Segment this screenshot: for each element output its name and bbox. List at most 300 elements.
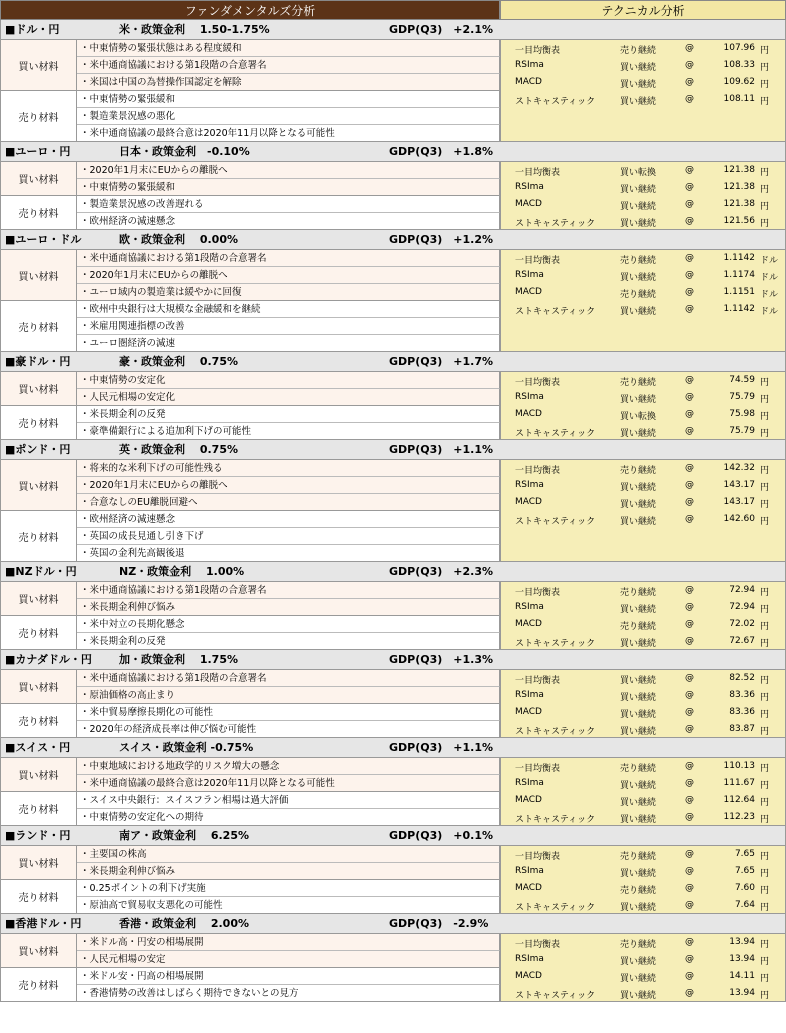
indicator-signal: 買い継続 bbox=[620, 605, 657, 615]
indicator-row bbox=[501, 758, 785, 775]
price-unit: 円 bbox=[760, 974, 770, 984]
indicator-row bbox=[501, 934, 785, 951]
indicator-price: 121.38 bbox=[723, 199, 755, 209]
technical-block bbox=[500, 582, 786, 650]
indicator-row bbox=[501, 809, 785, 826]
policy-rate-label: 豪・政策金利 0.75% bbox=[119, 355, 238, 368]
at-sign: @ bbox=[685, 392, 694, 402]
indicator-row bbox=[501, 775, 785, 792]
indicator-row bbox=[501, 162, 785, 179]
sell-materials-item: ・米雇用関連指標の改善 bbox=[77, 318, 500, 335]
indicator-row bbox=[501, 985, 785, 1002]
indicator-name: ストキャスティック bbox=[515, 219, 596, 229]
indicator-signal: 買い継続 bbox=[620, 63, 657, 73]
section-title-row bbox=[0, 230, 786, 250]
price-unit: 円 bbox=[760, 639, 770, 649]
indicator-price: 111.67 bbox=[723, 778, 755, 788]
price-unit: 円 bbox=[760, 605, 770, 615]
indicator-name: 一目均衡表 bbox=[515, 466, 561, 476]
indicator-name: RSIma bbox=[515, 182, 544, 192]
technical-block bbox=[500, 460, 786, 562]
indicator-signal: 売り継続 bbox=[620, 378, 657, 388]
indicator-signal: 買い継続 bbox=[620, 219, 657, 229]
sell-materials-item: ・欧州経済の減速懸念 bbox=[77, 213, 500, 230]
price-unit: 円 bbox=[760, 676, 770, 686]
gdp-label: GDP(Q3) +1.8% bbox=[389, 145, 494, 158]
currency-pair-label: ■豪ドル・円 bbox=[5, 355, 71, 368]
buy-materials-item: ・主要国の株高 bbox=[77, 846, 500, 863]
buy-materials-item: ・中東情勢の緊張緩和 bbox=[77, 179, 500, 196]
indicator-name: MACD bbox=[515, 619, 542, 629]
indicator-row bbox=[501, 267, 785, 284]
buy-materials-item: ・将来的な米利下げの可能性残る bbox=[77, 460, 500, 477]
indicator-price: 7.64 bbox=[734, 900, 755, 910]
indicator-signal: 買い継続 bbox=[620, 307, 657, 317]
indicator-signal: 売り継続 bbox=[620, 290, 657, 300]
at-sign: @ bbox=[685, 497, 694, 507]
indicator-signal: 買い継続 bbox=[620, 517, 657, 527]
indicator-row bbox=[501, 406, 785, 423]
at-sign: @ bbox=[685, 812, 694, 822]
buy-materials-item: ・中東情勢の安定化 bbox=[77, 372, 500, 389]
buy-materials-group bbox=[0, 582, 500, 616]
currency-section bbox=[0, 562, 786, 650]
buy-materials-label: 買い材料 bbox=[1, 250, 77, 300]
sell-materials-group bbox=[0, 511, 500, 562]
indicator-signal: 買い継続 bbox=[620, 483, 657, 493]
indicator-row bbox=[501, 633, 785, 650]
sell-materials-group bbox=[0, 616, 500, 650]
section-title-row bbox=[0, 562, 786, 582]
buy-materials-label: 買い材料 bbox=[1, 162, 77, 195]
sell-materials-label: 売り材料 bbox=[1, 91, 77, 141]
sell-materials-item: ・ユーロ圏経済の減速 bbox=[77, 335, 500, 352]
fundamentals-block bbox=[0, 372, 500, 440]
at-sign: @ bbox=[685, 287, 694, 297]
sell-materials-item: ・スイス中央銀行：スイスフラン相場は過大評価 bbox=[77, 792, 500, 809]
indicator-price: 1.1142 bbox=[723, 253, 755, 263]
indicator-price: 13.94 bbox=[729, 937, 755, 947]
indicator-price: 75.79 bbox=[729, 426, 755, 436]
at-sign: @ bbox=[685, 971, 694, 981]
sell-materials-group bbox=[0, 792, 500, 826]
at-sign: @ bbox=[685, 94, 694, 104]
at-sign: @ bbox=[685, 954, 694, 964]
indicator-price: 143.17 bbox=[723, 497, 755, 507]
policy-rate-label: 英・政策金利 0.75% bbox=[119, 443, 238, 456]
buy-materials-group bbox=[0, 460, 500, 511]
indicator-name: ストキャスティック bbox=[515, 97, 596, 107]
price-unit: 円 bbox=[760, 466, 770, 476]
buy-materials-item: ・米ドル高・円安の相場展開 bbox=[77, 934, 500, 951]
sell-materials-label: 売り材料 bbox=[1, 704, 77, 737]
gdp-label: GDP(Q3) +1.1% bbox=[389, 443, 494, 456]
at-sign: @ bbox=[685, 761, 694, 771]
sell-materials-item: ・中東情勢の安定化への期待 bbox=[77, 809, 500, 826]
indicator-name: ストキャスティック bbox=[515, 991, 596, 1001]
indicator-name: ストキャスティック bbox=[515, 429, 596, 439]
at-sign: @ bbox=[685, 375, 694, 385]
indicator-signal: 買い継続 bbox=[620, 429, 657, 439]
price-unit: 円 bbox=[760, 46, 770, 56]
indicator-signal: 買い転換 bbox=[620, 412, 657, 422]
indicator-signal: 買い継続 bbox=[620, 815, 657, 825]
price-unit: 円 bbox=[760, 798, 770, 808]
sell-materials-item: ・製造業景況感の改善遅れる bbox=[77, 196, 500, 213]
indicator-name: MACD bbox=[515, 409, 542, 419]
buy-materials-item: ・人民元相場の安定化 bbox=[77, 389, 500, 406]
price-unit: 円 bbox=[760, 940, 770, 950]
currency-pair-label: ■ドル・円 bbox=[5, 23, 60, 36]
currency-pair-label: ■ユーロ・ドル bbox=[5, 233, 82, 246]
indicator-name: 一目均衡表 bbox=[515, 940, 561, 950]
indicator-price: 14.11 bbox=[729, 971, 755, 981]
indicator-signal: 買い継続 bbox=[620, 80, 657, 90]
sell-materials-label: 売り材料 bbox=[1, 301, 77, 351]
currency-section bbox=[0, 352, 786, 440]
sell-materials-item: ・原油高で貿易収支悪化の可能性 bbox=[77, 897, 500, 914]
indicator-row bbox=[501, 389, 785, 406]
currency-pair-label: ■NZドル・円 bbox=[5, 565, 77, 578]
indicator-row bbox=[501, 213, 785, 230]
section-title-row bbox=[0, 352, 786, 372]
currency-pair-label: ■スイス・円 bbox=[5, 741, 71, 754]
sell-materials-group bbox=[0, 406, 500, 440]
indicator-name: 一目均衡表 bbox=[515, 168, 561, 178]
sell-materials-item: ・英国の成長見通し引き下げ bbox=[77, 528, 500, 545]
at-sign: @ bbox=[685, 199, 694, 209]
sell-materials-group bbox=[0, 301, 500, 352]
buy-materials-item: ・米中通商協議における第1段階の合意署名 bbox=[77, 250, 500, 267]
indicator-signal: 買い継続 bbox=[620, 869, 657, 879]
indicator-name: ストキャスティック bbox=[515, 307, 596, 317]
technical-block bbox=[500, 40, 786, 142]
indicator-price: 109.62 bbox=[723, 77, 755, 87]
indicator-name: RSIma bbox=[515, 602, 544, 612]
indicator-row bbox=[501, 423, 785, 440]
currency-pair-label: ■香港ドル・円 bbox=[5, 917, 82, 930]
sell-materials-item: ・英国の金利先高観後退 bbox=[77, 545, 500, 562]
indicator-price: 72.67 bbox=[729, 636, 755, 646]
indicator-name: RSIma bbox=[515, 778, 544, 788]
buy-materials-item: ・米中通商協議における第1段階の合意署名 bbox=[77, 670, 500, 687]
indicator-name: ストキャスティック bbox=[515, 639, 596, 649]
indicator-signal: 売り継続 bbox=[620, 764, 657, 774]
sell-materials-label: 売り材料 bbox=[1, 968, 77, 1001]
indicator-row bbox=[501, 792, 785, 809]
at-sign: @ bbox=[685, 707, 694, 717]
technical-block bbox=[500, 846, 786, 914]
buy-materials-label: 買い材料 bbox=[1, 460, 77, 510]
sell-materials-item: ・製造業景況感の悪化 bbox=[77, 108, 500, 125]
price-unit: 円 bbox=[760, 63, 770, 73]
indicator-price: 107.96 bbox=[723, 43, 755, 53]
at-sign: @ bbox=[685, 778, 694, 788]
at-sign: @ bbox=[685, 409, 694, 419]
gdp-label: GDP(Q3) +0.1% bbox=[389, 829, 494, 842]
buy-materials-item: ・米国は中国の為替操作国認定を解除 bbox=[77, 74, 500, 91]
indicator-row bbox=[501, 91, 785, 108]
indicator-signal: 売り継続 bbox=[620, 588, 657, 598]
indicator-signal: 買い継続 bbox=[620, 693, 657, 703]
indicator-price: 74.59 bbox=[729, 375, 755, 385]
buy-materials-group bbox=[0, 250, 500, 301]
indicator-price: 83.36 bbox=[729, 690, 755, 700]
indicator-row bbox=[501, 301, 785, 318]
indicator-signal: 売り継続 bbox=[620, 940, 657, 950]
currency-section bbox=[0, 230, 786, 352]
indicator-name: 一目均衡表 bbox=[515, 378, 561, 388]
indicator-price: 142.32 bbox=[723, 463, 755, 473]
indicator-signal: 買い継続 bbox=[620, 202, 657, 212]
indicator-name: 一目均衡表 bbox=[515, 588, 561, 598]
price-unit: 円 bbox=[760, 764, 770, 774]
at-sign: @ bbox=[685, 937, 694, 947]
indicator-signal: 買い継続 bbox=[620, 273, 657, 283]
indicator-price: 72.94 bbox=[729, 585, 755, 595]
indicator-row bbox=[501, 582, 785, 599]
currency-section bbox=[0, 914, 786, 1002]
price-unit: 円 bbox=[760, 622, 770, 632]
sell-materials-label: 売り材料 bbox=[1, 406, 77, 439]
policy-rate-label: 欧・政策金利 0.00% bbox=[119, 233, 238, 246]
indicator-row bbox=[501, 951, 785, 968]
indicator-signal: 買い継続 bbox=[620, 185, 657, 195]
fundamentals-block bbox=[0, 250, 500, 352]
currency-pair-label: ■ユーロ・円 bbox=[5, 145, 71, 158]
currency-pair-label: ■ランド・円 bbox=[5, 829, 71, 842]
indicator-row bbox=[501, 57, 785, 74]
buy-materials-item: ・米長期金利伸び悩み bbox=[77, 599, 500, 616]
indicator-price: 142.60 bbox=[723, 514, 755, 524]
price-unit: 円 bbox=[760, 429, 770, 439]
currency-section bbox=[0, 142, 786, 230]
at-sign: @ bbox=[685, 795, 694, 805]
indicator-price: 110.13 bbox=[723, 761, 755, 771]
sell-materials-label: 売り材料 bbox=[1, 792, 77, 825]
buy-materials-item: ・中東情勢の緊張状態はある程度緩和 bbox=[77, 40, 500, 57]
price-unit: 円 bbox=[760, 727, 770, 737]
indicator-name: ストキャスティック bbox=[515, 815, 596, 825]
indicator-price: 112.64 bbox=[723, 795, 755, 805]
at-sign: @ bbox=[685, 602, 694, 612]
indicator-price: 75.79 bbox=[729, 392, 755, 402]
indicator-signal: 買い継続 bbox=[620, 991, 657, 1001]
fundamentals-block bbox=[0, 758, 500, 826]
indicator-price: 1.1151 bbox=[723, 287, 755, 297]
indicator-name: MACD bbox=[515, 199, 542, 209]
buy-materials-item: ・米中通商協議における第1段階の合意署名 bbox=[77, 57, 500, 74]
indicator-row bbox=[501, 880, 785, 897]
sell-materials-item: ・中東情勢の緊張緩和 bbox=[77, 91, 500, 108]
gdp-label: GDP(Q3) -2.9% bbox=[389, 917, 489, 930]
price-unit: 円 bbox=[760, 903, 770, 913]
policy-rate-label: 香港・政策金利 2.00% bbox=[119, 917, 249, 930]
buy-materials-label: 買い材料 bbox=[1, 670, 77, 703]
price-unit: 円 bbox=[760, 957, 770, 967]
sell-materials-group bbox=[0, 880, 500, 914]
price-unit: ドル bbox=[760, 273, 779, 283]
indicator-price: 13.94 bbox=[729, 988, 755, 998]
price-unit: 円 bbox=[760, 185, 770, 195]
indicator-row bbox=[501, 968, 785, 985]
fundamentals-block bbox=[0, 582, 500, 650]
indicator-row bbox=[501, 196, 785, 213]
indicator-name: RSIma bbox=[515, 866, 544, 876]
at-sign: @ bbox=[685, 43, 694, 53]
buy-materials-label: 買い材料 bbox=[1, 40, 77, 90]
fundamentals-header: ファンダメンタルズ分析 bbox=[0, 0, 500, 20]
indicator-price: 72.94 bbox=[729, 602, 755, 612]
price-unit: 円 bbox=[760, 815, 770, 825]
sell-materials-item: ・豪準備銀行による追加利下げの可能性 bbox=[77, 423, 500, 440]
sell-materials-item: ・0.25ポイントの利下げ実施 bbox=[77, 880, 500, 897]
at-sign: @ bbox=[685, 480, 694, 490]
indicator-price: 72.02 bbox=[729, 619, 755, 629]
indicator-row bbox=[501, 511, 785, 528]
indicator-signal: 売り継続 bbox=[620, 46, 657, 56]
indicator-signal: 買い継続 bbox=[620, 798, 657, 808]
buy-materials-label: 買い材料 bbox=[1, 758, 77, 791]
price-unit: 円 bbox=[760, 588, 770, 598]
buy-materials-item: ・2020年1月末にEUからの離脱へ bbox=[77, 477, 500, 494]
buy-materials-group bbox=[0, 670, 500, 704]
indicator-signal: 買い継続 bbox=[620, 781, 657, 791]
section-title-row bbox=[0, 440, 786, 460]
indicator-signal: 買い継続 bbox=[620, 710, 657, 720]
price-unit: 円 bbox=[760, 781, 770, 791]
indicator-signal: 買い継続 bbox=[620, 957, 657, 967]
indicator-name: MACD bbox=[515, 497, 542, 507]
indicator-price: 13.94 bbox=[729, 954, 755, 964]
at-sign: @ bbox=[685, 426, 694, 436]
at-sign: @ bbox=[685, 304, 694, 314]
indicator-signal: 買い継続 bbox=[620, 639, 657, 649]
indicator-name: MACD bbox=[515, 883, 542, 893]
sell-materials-item: ・米長期金利の反発 bbox=[77, 406, 500, 423]
buy-materials-label: 買い材料 bbox=[1, 934, 77, 967]
currency-section bbox=[0, 650, 786, 738]
fundamentals-block bbox=[0, 846, 500, 914]
price-unit: 円 bbox=[760, 886, 770, 896]
indicator-row bbox=[501, 616, 785, 633]
at-sign: @ bbox=[685, 585, 694, 595]
at-sign: @ bbox=[685, 270, 694, 280]
indicator-row bbox=[501, 846, 785, 863]
indicator-price: 1.1174 bbox=[723, 270, 755, 280]
sell-materials-item: ・米中貿易摩擦長期化の可能性 bbox=[77, 704, 500, 721]
price-unit: 円 bbox=[760, 500, 770, 510]
indicator-signal: 買い継続 bbox=[620, 727, 657, 737]
indicator-signal: 買い転換 bbox=[620, 168, 657, 178]
indicator-price: 82.52 bbox=[729, 673, 755, 683]
indicator-row bbox=[501, 179, 785, 196]
buy-materials-item: ・2020年1月末にEUからの離脱へ bbox=[77, 162, 500, 179]
indicator-name: MACD bbox=[515, 77, 542, 87]
price-unit: 円 bbox=[760, 483, 770, 493]
indicator-price: 1.1142 bbox=[723, 304, 755, 314]
fundamentals-block bbox=[0, 162, 500, 230]
at-sign: @ bbox=[685, 60, 694, 70]
policy-rate-label: NZ・政策金利 1.00% bbox=[119, 565, 245, 578]
indicator-signal: 売り継続 bbox=[620, 256, 657, 266]
indicator-row bbox=[501, 897, 785, 914]
sell-materials-item: ・香港情勢の改善はしばらく期待できないとの見方 bbox=[77, 985, 500, 1002]
indicator-row bbox=[501, 284, 785, 301]
currency-section bbox=[0, 738, 786, 826]
price-unit: ドル bbox=[760, 290, 779, 300]
sell-materials-group bbox=[0, 968, 500, 1002]
indicator-signal: 売り継続 bbox=[620, 886, 657, 896]
buy-materials-item: ・2020年1月末にEUからの離脱へ bbox=[77, 267, 500, 284]
indicator-signal: 買い継続 bbox=[620, 97, 657, 107]
indicator-name: RSIma bbox=[515, 480, 544, 490]
sell-materials-group bbox=[0, 91, 500, 142]
indicator-row bbox=[501, 40, 785, 57]
sell-materials-item: ・欧州経済の減速懸念 bbox=[77, 511, 500, 528]
indicator-row bbox=[501, 599, 785, 616]
indicator-signal: 買い継続 bbox=[620, 500, 657, 510]
buy-materials-group bbox=[0, 372, 500, 406]
currency-pair-label: ■カナダドル・円 bbox=[5, 653, 92, 666]
sell-materials-item: ・米中対立の長期化懸念 bbox=[77, 616, 500, 633]
fundamentals-block bbox=[0, 460, 500, 562]
section-title-row bbox=[0, 650, 786, 670]
analysis-sections bbox=[0, 20, 786, 1002]
price-unit: 円 bbox=[760, 412, 770, 422]
indicator-name: ストキャスティック bbox=[515, 517, 596, 527]
indicator-signal: 買い継続 bbox=[620, 676, 657, 686]
at-sign: @ bbox=[685, 619, 694, 629]
indicator-name: MACD bbox=[515, 707, 542, 717]
price-unit: 円 bbox=[760, 97, 770, 107]
indicator-name: MACD bbox=[515, 287, 542, 297]
indicator-signal: 売り継続 bbox=[620, 852, 657, 862]
indicator-name: ストキャスティック bbox=[515, 903, 596, 913]
at-sign: @ bbox=[685, 514, 694, 524]
indicator-name: 一目均衡表 bbox=[515, 852, 561, 862]
indicator-row bbox=[501, 74, 785, 91]
indicator-price: 108.11 bbox=[723, 94, 755, 104]
indicator-price: 83.36 bbox=[729, 707, 755, 717]
section-title-row bbox=[0, 914, 786, 934]
policy-rate-label: 日本・政策金利 -0.10% bbox=[119, 145, 250, 158]
at-sign: @ bbox=[685, 182, 694, 192]
price-unit: 円 bbox=[760, 991, 770, 1001]
gdp-label: GDP(Q3) +1.3% bbox=[389, 653, 494, 666]
indicator-price: 7.65 bbox=[734, 866, 755, 876]
at-sign: @ bbox=[685, 849, 694, 859]
currency-section bbox=[0, 20, 786, 142]
fundamentals-block bbox=[0, 934, 500, 1002]
indicator-price: 143.17 bbox=[723, 480, 755, 490]
price-unit: ドル bbox=[760, 256, 779, 266]
price-unit: 円 bbox=[760, 395, 770, 405]
sell-materials-group bbox=[0, 704, 500, 738]
technical-block bbox=[500, 250, 786, 352]
indicator-row bbox=[501, 460, 785, 477]
buy-materials-group bbox=[0, 40, 500, 91]
technical-header: テクニカル分析 bbox=[500, 0, 786, 20]
sell-materials-label: 売り材料 bbox=[1, 511, 77, 561]
policy-rate-label: スイス・政策金利 -0.75% bbox=[119, 741, 254, 754]
sell-materials-item: ・2020年の経済成長率は伸び悩む可能性 bbox=[77, 721, 500, 738]
price-unit: 円 bbox=[760, 852, 770, 862]
at-sign: @ bbox=[685, 216, 694, 226]
at-sign: @ bbox=[685, 866, 694, 876]
at-sign: @ bbox=[685, 253, 694, 263]
at-sign: @ bbox=[685, 883, 694, 893]
